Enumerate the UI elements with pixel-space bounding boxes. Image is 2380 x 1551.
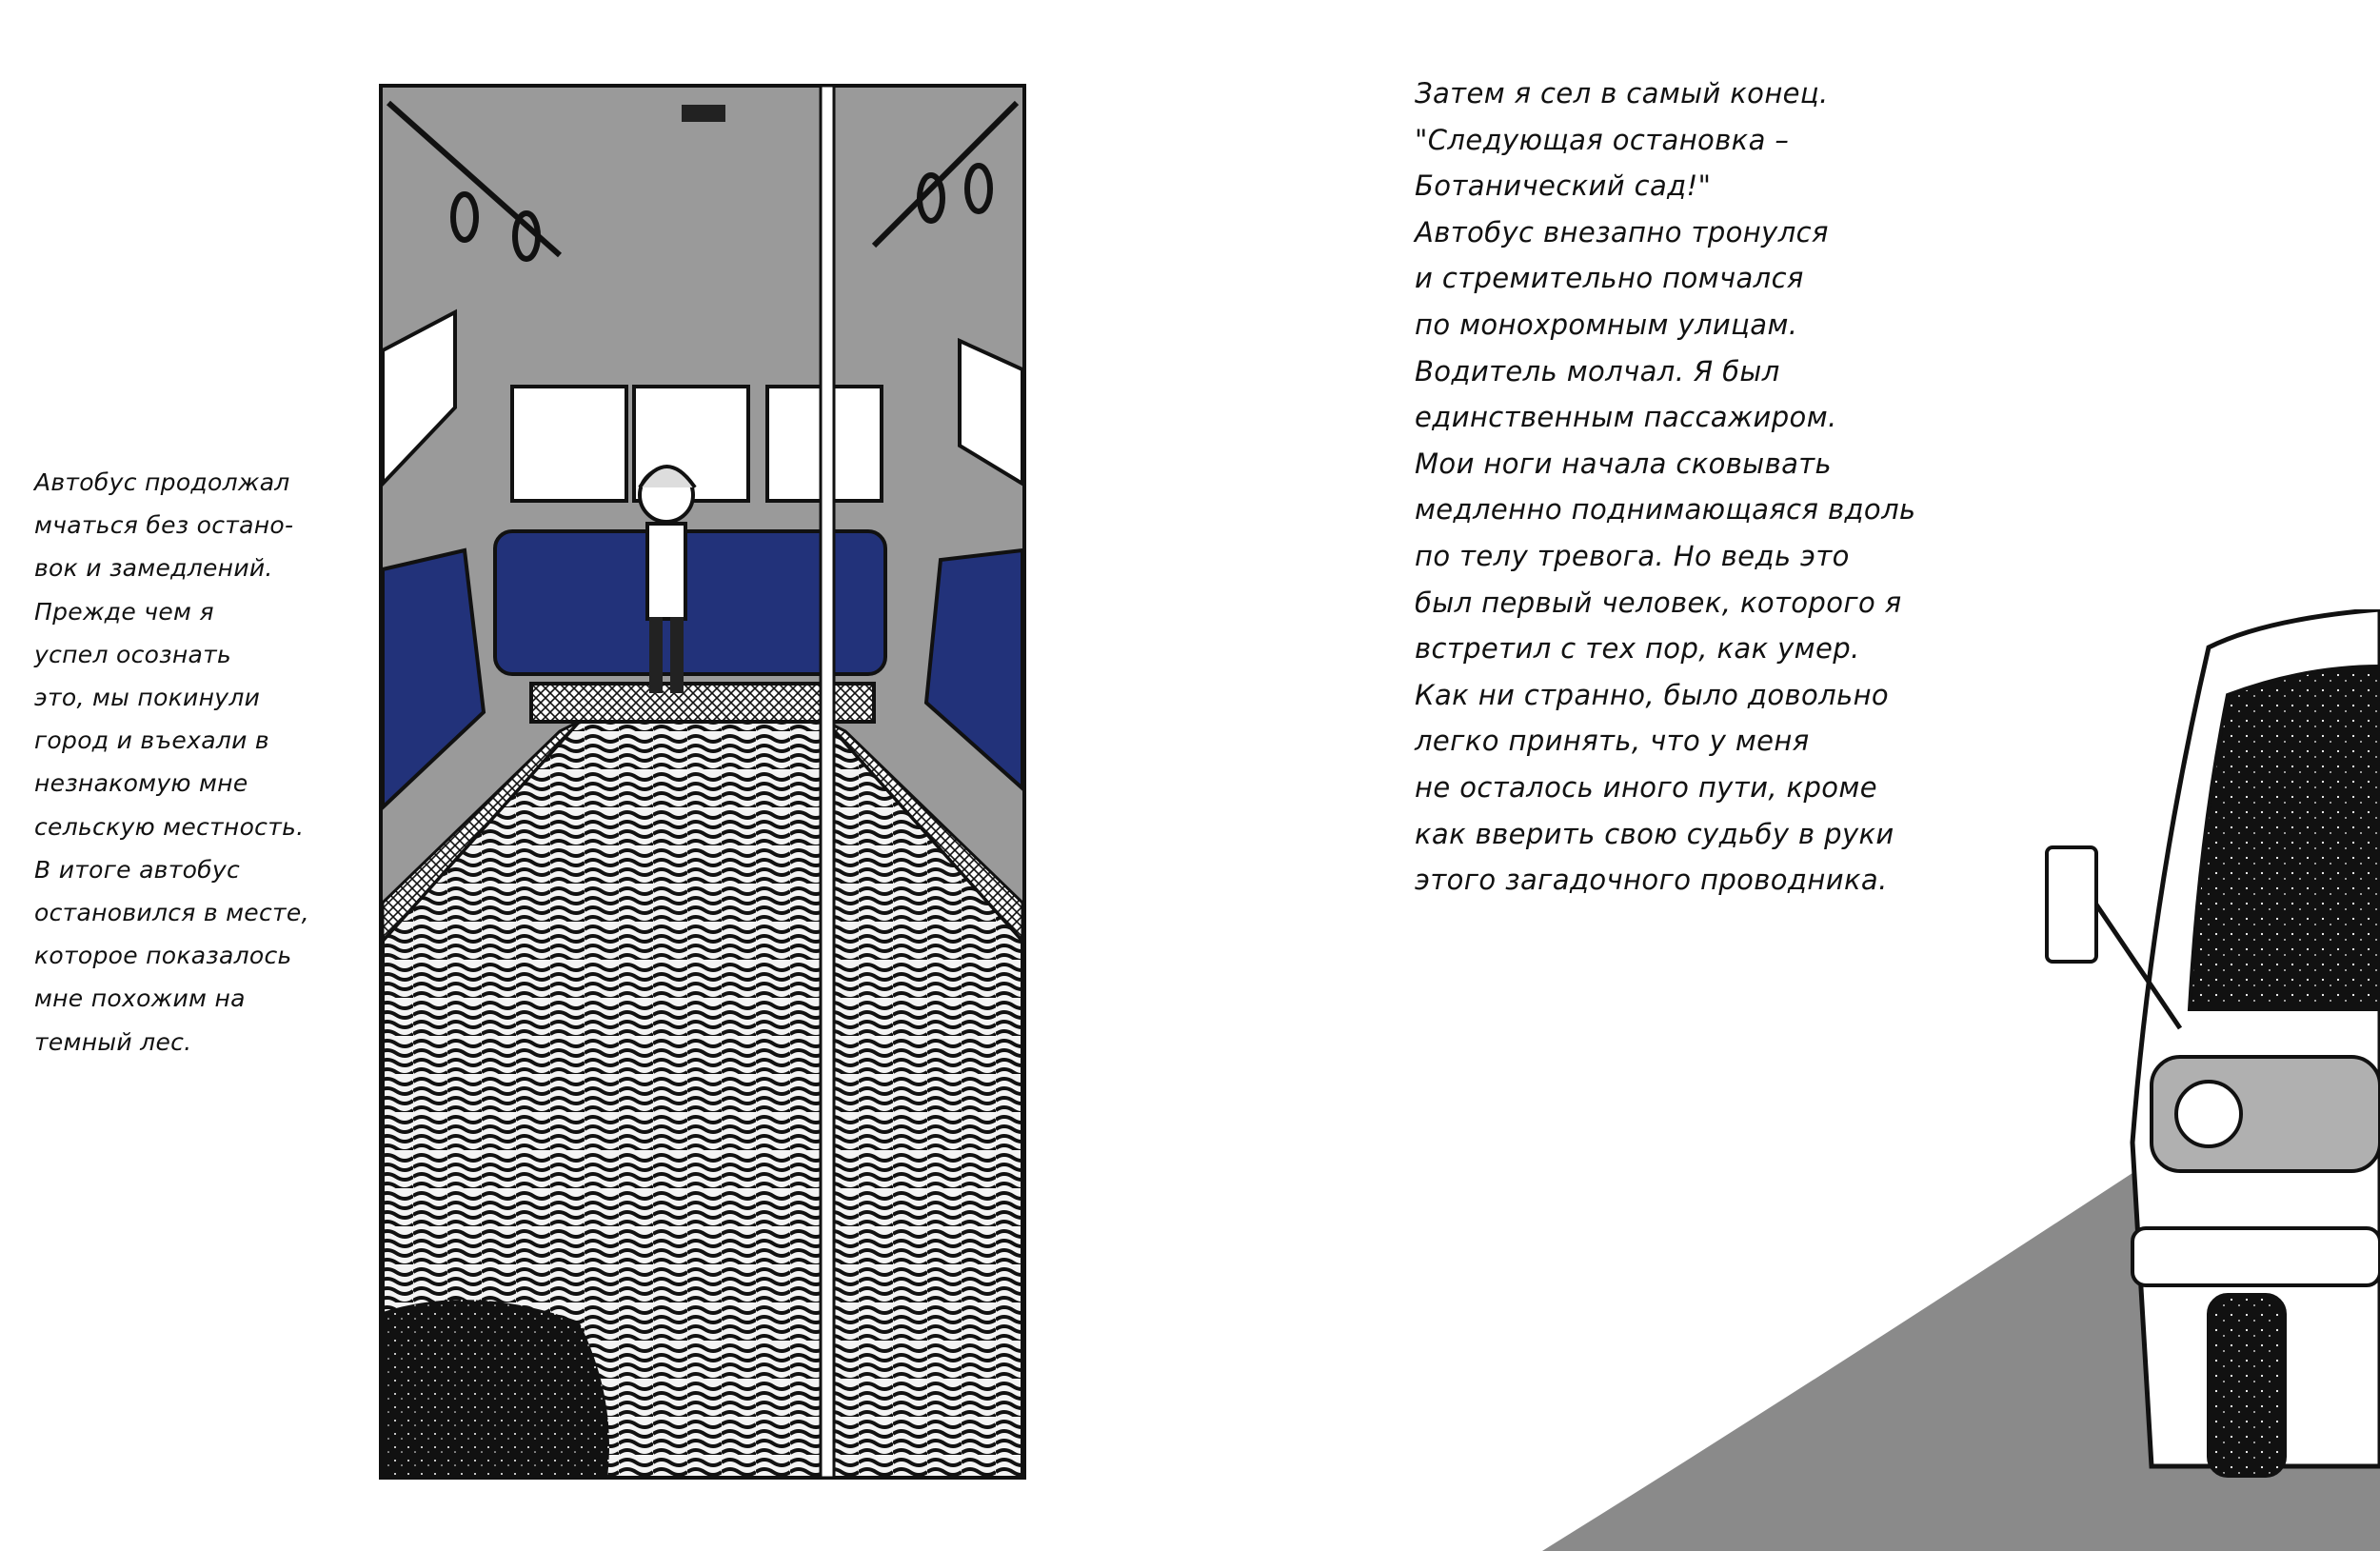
right-line: был первый человек, которого я [1415, 586, 1902, 619]
right-line: по монохромным улицам. [1415, 308, 1798, 341]
right-line: как вверить свою судьбу в руки [1415, 817, 1894, 850]
left-line: остановился в месте, [34, 899, 309, 927]
left-line: вок и замедлений. [34, 554, 273, 583]
left-line: мчаться без остано- [34, 511, 294, 540]
left-line: Автобус продолжал [34, 468, 290, 496]
left-line: мне похожим на [34, 984, 246, 1013]
vertical-pole [821, 86, 834, 1478]
right-line: легко принять, что у меня [1415, 725, 1810, 758]
right-line: не осталось иного пути, кроме [1415, 770, 1877, 804]
left-line: Прежде чем я [34, 597, 214, 626]
right-line: единственным пассажиром. [1415, 401, 1837, 434]
right-line: этого загадочного проводника. [1415, 864, 1888, 897]
left-line: темный лес. [34, 1027, 192, 1056]
left-page-text [34, 461, 348, 1064]
right-line: Водитель молчал. Я был [1415, 354, 1780, 388]
right-line: Затем я сел в самый конец. [1415, 77, 1829, 109]
right-line: Как ни странно, было довольно [1415, 678, 1890, 711]
right-line: Мои ноги начала сковывать [1415, 447, 1833, 480]
left-line: город и въехали в [34, 726, 269, 755]
left-line: незнакомую мне [34, 769, 248, 798]
right-line: по телу тревога. Но ведь это [1415, 539, 1850, 572]
right-line: и стремительно помчался [1415, 262, 1804, 295]
left-line: это, мы покинули [34, 684, 261, 712]
bus-interior-illustration [379, 84, 1026, 1480]
left-line: сельскую местность. [34, 812, 305, 841]
left-line: В итоге автобус [34, 855, 241, 884]
right-line: встретил с тех пор, как умер. [1415, 632, 1860, 666]
bus-exterior-illustration [1542, 609, 2380, 1551]
right-line: Автобус внезапно тронулся [1415, 215, 1829, 249]
left-line: которое показалось [34, 942, 292, 970]
left-line: успел осознать [34, 640, 231, 668]
right-line: Ботанический сад!" [1415, 169, 1712, 203]
right-line: "Следующая остановка – [1415, 123, 1790, 156]
right-line: медленно поднимающаяся вдоль [1415, 493, 1916, 527]
